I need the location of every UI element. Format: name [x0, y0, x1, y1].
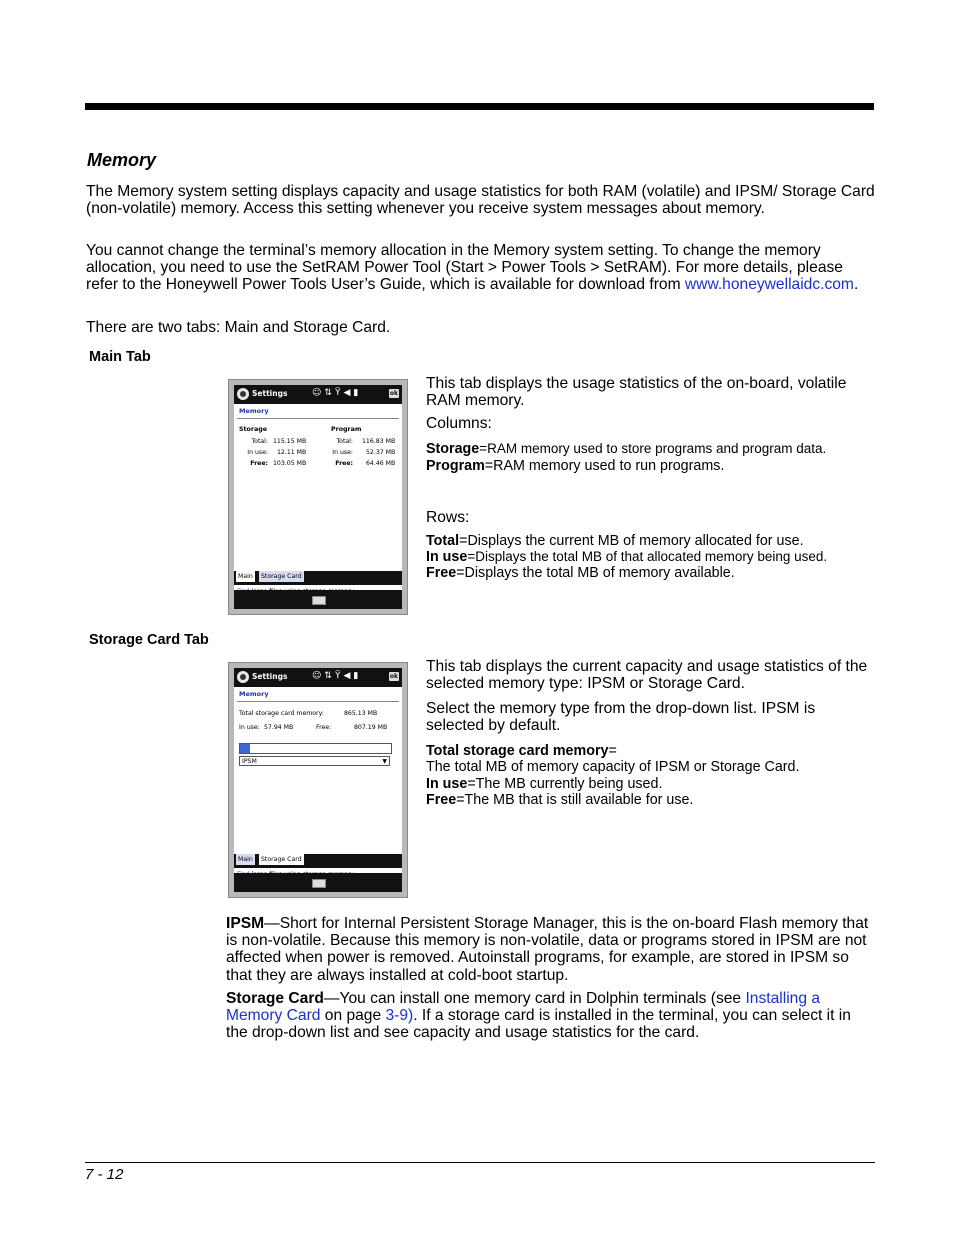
free-definition: Free=Displays the total MB of memory available. [426, 565, 735, 581]
tab-main[interactable]: Main [238, 573, 253, 580]
free-label-2: Free: [335, 460, 353, 467]
free-label: Free: [316, 724, 332, 731]
program-inuse-value: 52.37 MB [366, 449, 396, 456]
title-bar-title: Settings [252, 672, 288, 681]
inuse-definition: In use=Displays the total MB of that allocated memory being used. [426, 549, 828, 565]
storage-column-header: Storage [239, 426, 268, 433]
device-screen [234, 385, 402, 609]
usage-progress-bar [239, 743, 392, 754]
main-tab-heading: Main Tab [89, 349, 151, 365]
main-tab-description: This tab displays the usage statistics of the on-board, volatile RAM memory. [426, 375, 847, 410]
app-title: Memory [239, 690, 269, 698]
total-label-2: Total: [336, 438, 353, 445]
title-bar [234, 668, 402, 687]
inuse-label-2: In use: [332, 449, 353, 456]
soft-key-bar [234, 590, 402, 609]
battery-icon: ▮ [353, 671, 362, 681]
program-definition: Program=RAM memory used to run programs. [426, 458, 725, 474]
intro-paragraph-1: The Memory system setting displays capacity and usage statistics for both RAM (volatile) and IPSM/ Storage Card (non-volatile) memory. Access this setting whenever you receive system messages about memory. [86, 183, 875, 218]
windows-start-icon [237, 388, 249, 400]
storage-total-value: 115.15 MB [273, 438, 307, 445]
inuse-value: 57.94 MB [264, 724, 294, 731]
storage-free-value: 103.05 MB [273, 460, 307, 467]
usage-progress-fill [240, 744, 250, 753]
connectivity-icon: ☺ [312, 671, 325, 681]
chevron-down-icon[interactable]: ▼ [382, 758, 387, 765]
keyboard-icon[interactable] [312, 879, 326, 888]
speaker-icon: ◀ [343, 388, 354, 398]
page-number: 7 - 12 [85, 1166, 124, 1183]
app-title-rule [237, 418, 399, 419]
rows-label: Rows: [426, 509, 470, 526]
main-tab-screenshot [228, 379, 408, 615]
section-title: Memory [87, 150, 157, 170]
storage-tab-description: This tab displays the current capacity and usage statistics of the selected memory type: IPSM or Storage Card. [426, 658, 868, 693]
connectivity-icon: ☺ [312, 388, 325, 398]
intro-paragraph-2: You cannot change the terminal’s memory allocation in the Memory system setting. To change the memory allocation, you need to use the SetRAM Power Tool (Start > Power Tools > SetRAM). For more details, please refer to the Honeywell Power Tools User’s Guide, which is available for download from www.honeywellaidc.com. [86, 242, 859, 294]
storage-tab-select-description: Select the memory type from the drop-down list. IPSM is selected by default. [426, 700, 816, 735]
sync-icon: ⇅ [324, 388, 335, 398]
total-label: Total: [251, 438, 268, 445]
page-link[interactable]: 3-9) [385, 1007, 414, 1025]
program-free-value: 64.46 MB [366, 460, 396, 467]
tab-bar [234, 571, 402, 585]
storage-inuse-definition: In use=The MB currently being used. [426, 776, 663, 792]
program-total-value: 116.83 MB [362, 438, 396, 445]
program-column-header: Program [331, 426, 362, 433]
total-definition: Total=Displays the current MB of memory allocated for use. [426, 533, 804, 549]
status-icons [312, 388, 361, 398]
intro-paragraph-3: There are two tabs: Main and Storage Card. [86, 319, 391, 336]
app-title-rule [237, 701, 399, 702]
storage-definition: Storage=RAM memory used to store programs and program data. [426, 441, 827, 457]
device-screen [234, 668, 402, 892]
total-storage-label: Total storage card memory: [239, 710, 324, 717]
storage-card-tab-heading: Storage Card Tab [89, 632, 209, 648]
columns-label: Columns: [426, 415, 492, 432]
tab-bar [234, 854, 402, 868]
signal-icon: Ÿ [334, 388, 344, 398]
storage-card-paragraph: Storage Card—You can install one memory card in Dolphin terminals (see Installing a Memory Card on page 3-9). If a storage card is installed in the terminal, you can select it in the drop-down list and see capacity and usage statistics for the card. [226, 990, 851, 1042]
memory-type-select[interactable] [239, 756, 390, 766]
tab-main[interactable]: Main [238, 856, 253, 863]
signal-icon: Ÿ [334, 671, 344, 681]
soft-key-bar [234, 873, 402, 892]
sync-icon: ⇅ [324, 671, 335, 681]
tab-storage-card[interactable]: Storage Card [261, 856, 302, 863]
storage-inuse-value: 12.11 MB [277, 449, 307, 456]
keyboard-icon[interactable] [312, 596, 326, 605]
ipsm-paragraph: IPSM—Short for Internal Persistent Storage Manager, this is the on-board Flash memory that is non-volatile. Because this memory is non-volatile, data or programs stored in IPSM are not affected when power is removed. Autoinstall programs, for example, are stored in IPSM so that they are always installed at cold-boot startup. [226, 915, 869, 984]
free-value: 807.19 MB [354, 724, 388, 731]
ok-button[interactable]: ok [389, 390, 398, 397]
status-icons [312, 671, 361, 681]
battery-icon: ▮ [353, 388, 362, 398]
storage-free-definition: Free=The MB that is still available for use. [426, 792, 694, 808]
title-bar [234, 385, 402, 404]
inuse-label: In use: [247, 449, 268, 456]
ok-button[interactable]: ok [389, 673, 398, 680]
memory-type-select-value: IPSM [242, 758, 257, 765]
bottom-rule [85, 1162, 875, 1163]
windows-start-icon [237, 671, 249, 683]
storage-tab-screenshot [228, 662, 408, 898]
tab-storage-card[interactable]: Storage Card [261, 573, 302, 580]
honeywell-link[interactable]: www.honeywellaidc.com [684, 276, 854, 294]
top-rule [85, 103, 874, 110]
title-bar-title: Settings [252, 389, 288, 398]
total-storage-definition: Total storage card memory= The total MB of memory capacity of IPSM or Storage Card. [426, 743, 800, 776]
app-title: Memory [239, 407, 269, 415]
inuse-label: In use: [239, 724, 260, 731]
installing-memory-card-link[interactable]: Installing a Memory Card [226, 990, 821, 1025]
speaker-icon: ◀ [343, 671, 354, 681]
free-label: Free: [250, 460, 268, 467]
total-storage-value: 865.13 MB [344, 710, 378, 717]
